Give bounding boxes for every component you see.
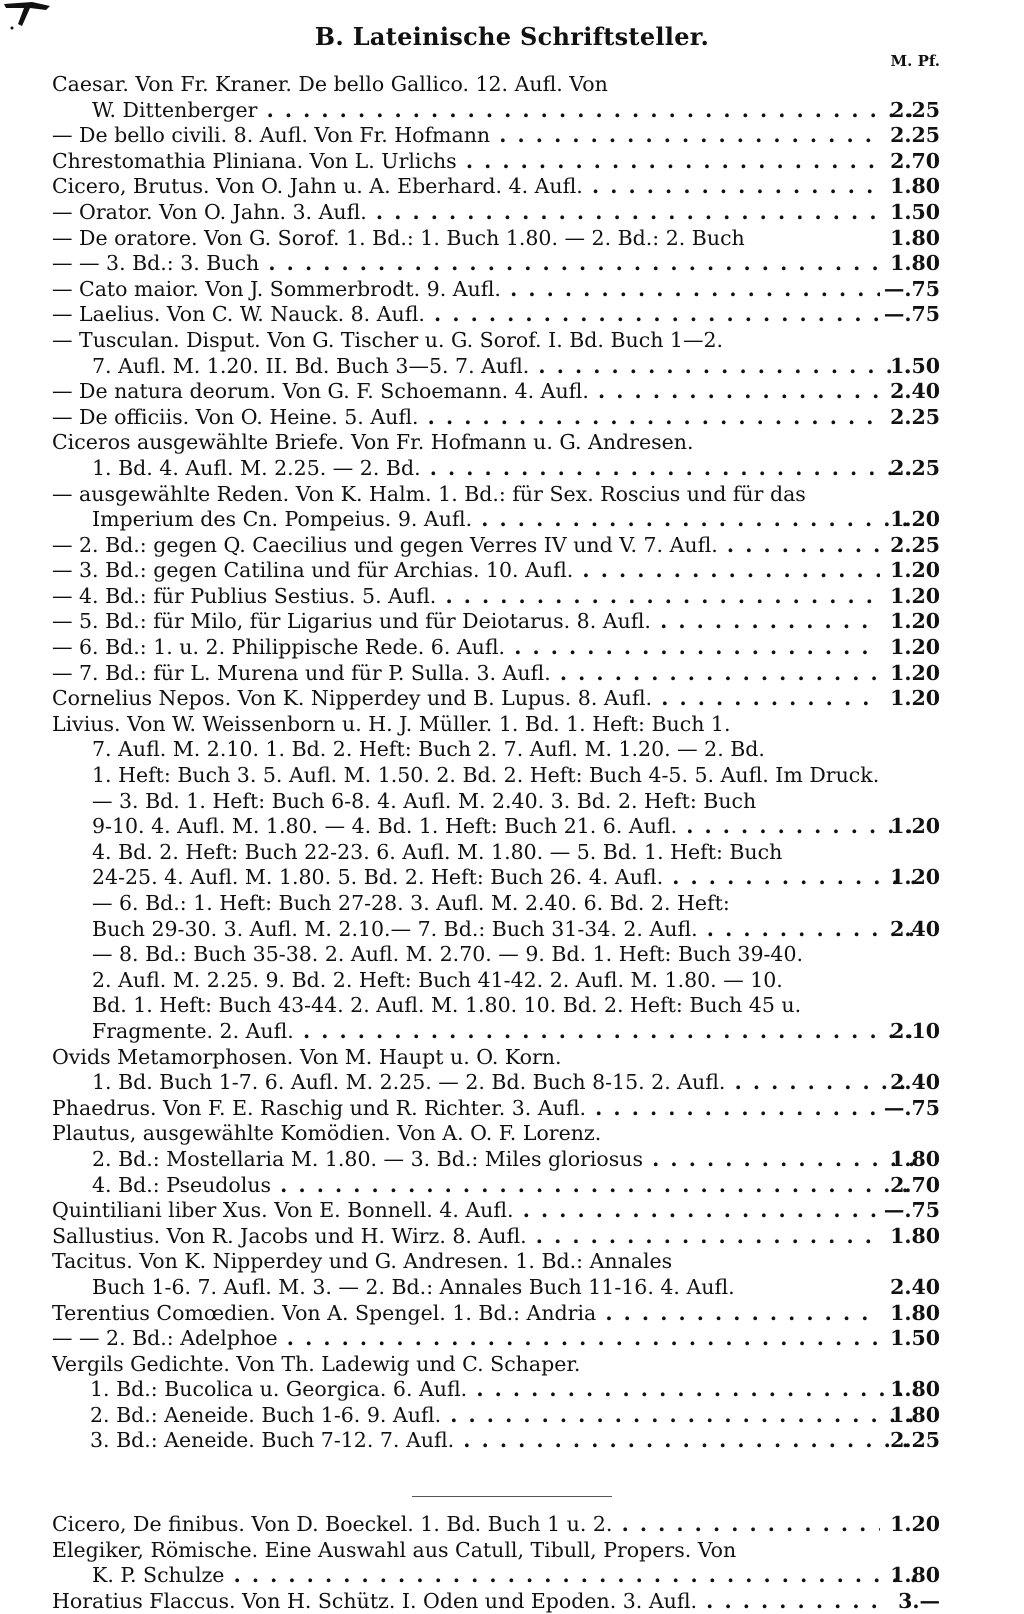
entry-text: — Laelius. Von C. W. Nauck. 8. Aufl. . . . (52, 302, 880, 328)
catalog-entry (0, 814, 1024, 840)
catalog-entry (0, 1198, 1024, 1224)
entry-text: Quintiliani liber Xus. Von E. Bonnell. 4. Aufl. . . . (52, 1198, 880, 1224)
catalog-entry (0, 149, 1024, 175)
entry-text: Livius. Von W. Weissenborn u. H. J. Müller. 1. Bd. 1. Heft: Buch 1. (52, 711, 731, 736)
catalog-entry (0, 251, 1024, 277)
entry-text: — 5. Bd.: für Milo, für Ligarius und für Deiotarus. 8. Aufl. . . . (52, 609, 880, 635)
catalog-entry (0, 226, 1024, 252)
entry-price: 1.50 (890, 353, 940, 378)
catalog-entry (0, 993, 1024, 1019)
catalog-entry (0, 1377, 1024, 1403)
entry-text: Terentius Comœdien. Von A. Spengel. 1. Bd.: Andria . . . (52, 1301, 880, 1327)
catalog-entry (0, 763, 1024, 789)
catalog-entry (0, 1121, 1024, 1147)
entry-price: 2.25 (890, 97, 940, 122)
entry-text: Horatius Flaccus. Von H. Schütz. I. Oden und Epoden. 3. Aufl. . . . (52, 1589, 880, 1614)
catalog-entry (0, 635, 1024, 661)
catalog-entry (0, 200, 1024, 226)
entry-text: — 3. Bd. 1. Heft: Buch 6-8. 4. Aufl. M. 2.40. 3. Bd. 2. Heft: Buch (92, 788, 757, 813)
entry-price: 1.50 (890, 199, 940, 224)
catalog-entry (0, 661, 1024, 687)
catalog-entry (0, 1147, 1024, 1173)
entry-price: 2.70 (890, 1172, 940, 1197)
catalog-entry (0, 1096, 1024, 1122)
entry-text: — 4. Bd.: für Publius Sestius. 5. Aufl. . . . (52, 584, 880, 610)
catalog-entry (0, 1589, 1024, 1614)
entry-text: — Orator. Von O. Jahn. 3. Aufl. . . . (52, 200, 880, 226)
catalog-entry (0, 72, 1024, 98)
entry-price: 2.25 (890, 123, 940, 148)
catalog-entry (0, 789, 1024, 815)
catalog-entry (0, 1275, 1024, 1301)
catalog-entry (0, 482, 1024, 508)
catalog-list (0, 72, 1024, 1454)
entry-price: 2.70 (890, 148, 940, 173)
entry-text: Sallustius. Von R. Jacobs und H. Wirz. 8. Aufl. . . . (52, 1224, 880, 1250)
entry-text: Ciceros ausgewählte Briefe. Von Fr. Hofmann u. G. Andresen. (52, 430, 694, 455)
entry-price: 2.40 (890, 1070, 940, 1095)
catalog-entry (0, 456, 1024, 482)
entry-price: 2.40 (890, 379, 940, 404)
entry-text: Imperium des Cn. Pompeius. 9. Aufl. . . . (92, 507, 920, 533)
entry-text: Plautus, ausgewählte Komödien. Von A. O. F. Lorenz. (52, 1121, 602, 1146)
catalog-entry (0, 865, 1024, 891)
entry-text: — ausgewählte Reden. Von K. Halm. 1. Bd.: für Sex. Roscius und für das (52, 481, 806, 506)
entry-price: 1.80 (890, 1146, 940, 1171)
catalog-entry (0, 737, 1024, 763)
catalog-entry (0, 405, 1024, 431)
entry-text: — Cato maior. Von J. Sommerbrodt. 9. Aufl. . . . (52, 277, 880, 303)
entry-price: 1.80 (890, 1300, 940, 1325)
entry-price: 1.20 (890, 865, 940, 890)
entry-price: —.75 (883, 302, 940, 327)
catalog-entry (0, 1070, 1024, 1096)
entry-text: 24-25. 4. Aufl. M. 1.80. 5. Bd. 2. Heft: Buch 26. 4. Aufl. . . . (92, 865, 920, 891)
entry-price: 1.20 (890, 814, 940, 839)
catalog-entry (0, 277, 1024, 303)
catalog-entry (0, 1173, 1024, 1199)
entry-text: 2. Bd.: Aeneide. Buch 1-6. 9. Aufl. . . . (90, 1403, 918, 1429)
entry-price: 1.80 (890, 1402, 940, 1427)
entry-price: 1.20 (890, 635, 940, 660)
entry-price: 2.25 (890, 1428, 940, 1453)
catalog-entry (0, 507, 1024, 533)
catalog-entry (0, 533, 1024, 559)
catalog-entry (0, 1512, 1024, 1538)
catalog-entry (0, 1301, 1024, 1327)
entry-price: 2.40 (890, 916, 940, 941)
entry-price: 1.80 (890, 225, 940, 250)
entry-text: 3. Bd.: Aeneide. Buch 7-12. 7. Aufl. . . . (90, 1428, 918, 1454)
entry-text: 7. Aufl. M. 1.20. II. Bd. Buch 3—5. 7. Aufl. . . . (92, 354, 920, 380)
entry-price: 3.— (898, 1588, 940, 1613)
catalog-entry (0, 1249, 1024, 1275)
entry-price: 1.80 (890, 1223, 940, 1248)
catalog-entry (0, 1326, 1024, 1352)
entry-text: Bd. 1. Heft: Buch 43-44. 2. Aufl. M. 1.80. 10. Bd. 2. Heft: Buch 45 u. (92, 993, 802, 1018)
entry-text: 2. Aufl. M. 2.25. 9. Bd. 2. Heft: Buch 41-42. 2. Aufl. M. 1.80. — 10. (92, 967, 783, 992)
catalog-entry (0, 302, 1024, 328)
catalog-entry (0, 917, 1024, 943)
catalog-entry (0, 609, 1024, 635)
entry-text: Cicero, Brutus. Von O. Jahn u. A. Eberhard. 4. Aufl. . . . (52, 174, 880, 200)
price-column-header: M. Pf. (890, 52, 940, 70)
entry-price: 2.25 (890, 455, 940, 480)
entry-text: 2. Bd.: Mostellaria M. 1.80. — 3. Bd.: Miles gloriosus . . . (92, 1147, 920, 1173)
entry-price: 2.40 (890, 1274, 940, 1299)
entry-price: 1.80 (890, 174, 940, 199)
entry-text: Buch 29-30. 3. Aufl. M. 2.10.— 7. Bd.: Buch 31-34. 2. Aufl. . . . (92, 917, 920, 943)
entry-price: 2.25 (890, 404, 940, 429)
catalog-entry (0, 354, 1024, 380)
entry-text: — De oratore. Von G. Sorof. 1. Bd.: 1. Buch 1.80. — 2. Bd.: 2. Buch (52, 225, 745, 250)
entry-text: Phaedrus. Von F. E. Raschig und R. Richter. 3. Aufl. . . . (52, 1096, 880, 1122)
entry-text: — De officiis. Von O. Heine. 5. Aufl. . . . (52, 405, 880, 431)
entry-text: — 3. Bd.: gegen Catilina und für Archias. 10. Aufl. . . . (52, 558, 880, 584)
catalog-entry (0, 968, 1024, 994)
entry-text: — 6. Bd.: 1. u. 2. Philippische Rede. 6. Aufl. . . . (52, 635, 880, 661)
catalog-entry (0, 1428, 1024, 1454)
entry-text: 1. Bd. Buch 1-7. 6. Aufl. M. 2.25. — 2. Bd. Buch 8-15. 2. Aufl. . . . (92, 1070, 920, 1096)
catalog-entry (0, 584, 1024, 610)
entry-text: 4. Bd.: Pseudolus . . . (92, 1173, 920, 1199)
entry-price: 2.10 (890, 1018, 940, 1043)
entry-price: —.75 (883, 1198, 940, 1223)
catalog-entry (0, 891, 1024, 917)
entry-price: 1.20 (890, 1512, 940, 1536)
catalog-entry (0, 430, 1024, 456)
entry-price: 1.50 (890, 1326, 940, 1351)
entry-text: Elegiker, Römische. Eine Auswahl aus Catull, Tibull, Propers. Von (52, 1537, 737, 1562)
catalog-entry (0, 123, 1024, 149)
entry-text: K. P. Schulze . . . (92, 1563, 920, 1589)
catalog-entry (0, 1019, 1024, 1045)
entry-text: — 2. Bd.: gegen Q. Caecilius und gegen Verres IV und V. 7. Aufl. . . . (52, 533, 880, 559)
entry-text: 7. Aufl. M. 2.10. 1. Bd. 2. Heft: Buch 2. 7. Aufl. M. 1.20. — 2. Bd. (92, 737, 765, 762)
entry-text: — De natura deorum. Von G. F. Schoemann. 4. Aufl. . . . (52, 379, 880, 405)
entry-text: — Tusculan. Disput. Von G. Tischer u. G. Sorof. I. Bd. Buch 1—2. (52, 327, 724, 352)
catalog-entry (0, 174, 1024, 200)
entry-text: Caesar. Von Fr. Kraner. De bello Gallico. 12. Aufl. Von (52, 72, 608, 96)
entry-text: W. Dittenberger . . . (92, 98, 920, 124)
catalog-entry (0, 1352, 1024, 1378)
entry-price: 1.20 (890, 558, 940, 583)
catalog-entry (0, 686, 1024, 712)
catalog-entry (0, 1224, 1024, 1250)
entry-text: 1. Bd. 4. Aufl. M. 2.25. — 2. Bd. . . . (92, 456, 920, 482)
catalog-entry (0, 98, 1024, 124)
entry-price: 1.20 (890, 660, 940, 685)
entry-text: Buch 1-6. 7. Aufl. M. 3. — 2. Bd.: Annales Buch 11-16. 4. Aufl. (92, 1274, 735, 1299)
entry-text: — 8. Bd.: Buch 35-38. 2. Aufl. M. 2.70. — 9. Bd. 1. Heft: Buch 39-40. (92, 942, 804, 967)
catalog-entry (0, 379, 1024, 405)
entry-price: 1.20 (890, 686, 940, 711)
catalog-entry (0, 1538, 1024, 1564)
entry-text: Vergils Gedichte. Von Th. Ladewig und C. Schaper. (52, 1351, 581, 1376)
section-divider (412, 1496, 612, 1497)
entry-price: —.75 (883, 276, 940, 301)
page-title: B. Lateinische Schriftsteller. (314, 22, 710, 51)
entry-price: 1.80 (890, 1563, 940, 1588)
catalog-entry (0, 1045, 1024, 1071)
entry-text: 9-10. 4. Aufl. M. 1.80. — 4. Bd. 1. Heft: Buch 21. 6. Aufl. . . . (92, 814, 920, 840)
entry-text: Ovids Metamorphosen. Von M. Haupt u. O. Korn. (52, 1044, 562, 1069)
entry-price: 1.80 (890, 251, 940, 276)
catalog-entry (0, 1403, 1024, 1429)
entry-price: 2.25 (890, 532, 940, 557)
entry-price: 1.20 (890, 507, 940, 532)
entry-price: 1.20 (890, 583, 940, 608)
entry-text: 1. Bd.: Bucolica u. Georgica. 6. Aufl. . . . (90, 1377, 918, 1403)
catalog-entry (0, 840, 1024, 866)
entry-price: 1.20 (890, 609, 940, 634)
catalog-entry (0, 1563, 1024, 1589)
entry-text: Cicero, De finibus. Von D. Boeckel. 1. Bd. Buch 1 u. 2. . . . (52, 1512, 880, 1538)
entry-price: —.75 (883, 1095, 940, 1120)
entry-text: — De bello civili. 8. Aufl. Von Fr. Hofmann . . . (52, 123, 880, 149)
catalog-entry (0, 942, 1024, 968)
catalog-list-supplement (0, 1512, 1024, 1614)
entry-text: Chrestomathia Pliniana. Von L. Urlichs . . . (52, 149, 880, 175)
entry-text: — 7. Bd.: für L. Murena und für P. Sulla. 3. Aufl. . . . (52, 661, 880, 687)
entry-text: 1. Heft: Buch 3. 5. Aufl. M. 1.50. 2. Bd. 2. Heft: Buch 4-5. 5. Aufl. Im Druck. (92, 763, 880, 788)
entry-text: Tacitus. Von K. Nipperdey und G. Andresen. 1. Bd.: Annales (52, 1249, 673, 1274)
entry-text: Cornelius Nepos. Von K. Nipperdey und B. Lupus. 8. Aufl. . . . (52, 686, 880, 712)
catalog-entry (0, 712, 1024, 738)
entry-text: — — 3. Bd.: 3. Buch . . . (52, 251, 880, 277)
entry-text: Fragmente. 2. Aufl. . . . (92, 1019, 920, 1045)
catalog-entry (0, 328, 1024, 354)
catalog-entry (0, 558, 1024, 584)
entry-text: — 6. Bd.: 1. Heft: Buch 27-28. 3. Aufl. M. 2.40. 6. Bd. 2. Heft: (92, 891, 730, 915)
entry-text: — — 2. Bd.: Adelphoe . . . (52, 1326, 880, 1352)
entry-price: 1.80 (890, 1377, 940, 1402)
entry-text: 4. Bd. 2. Heft: Buch 22-23. 6. Aufl. M. 1.80. — 5. Bd. 1. Heft: Buch (92, 839, 783, 864)
